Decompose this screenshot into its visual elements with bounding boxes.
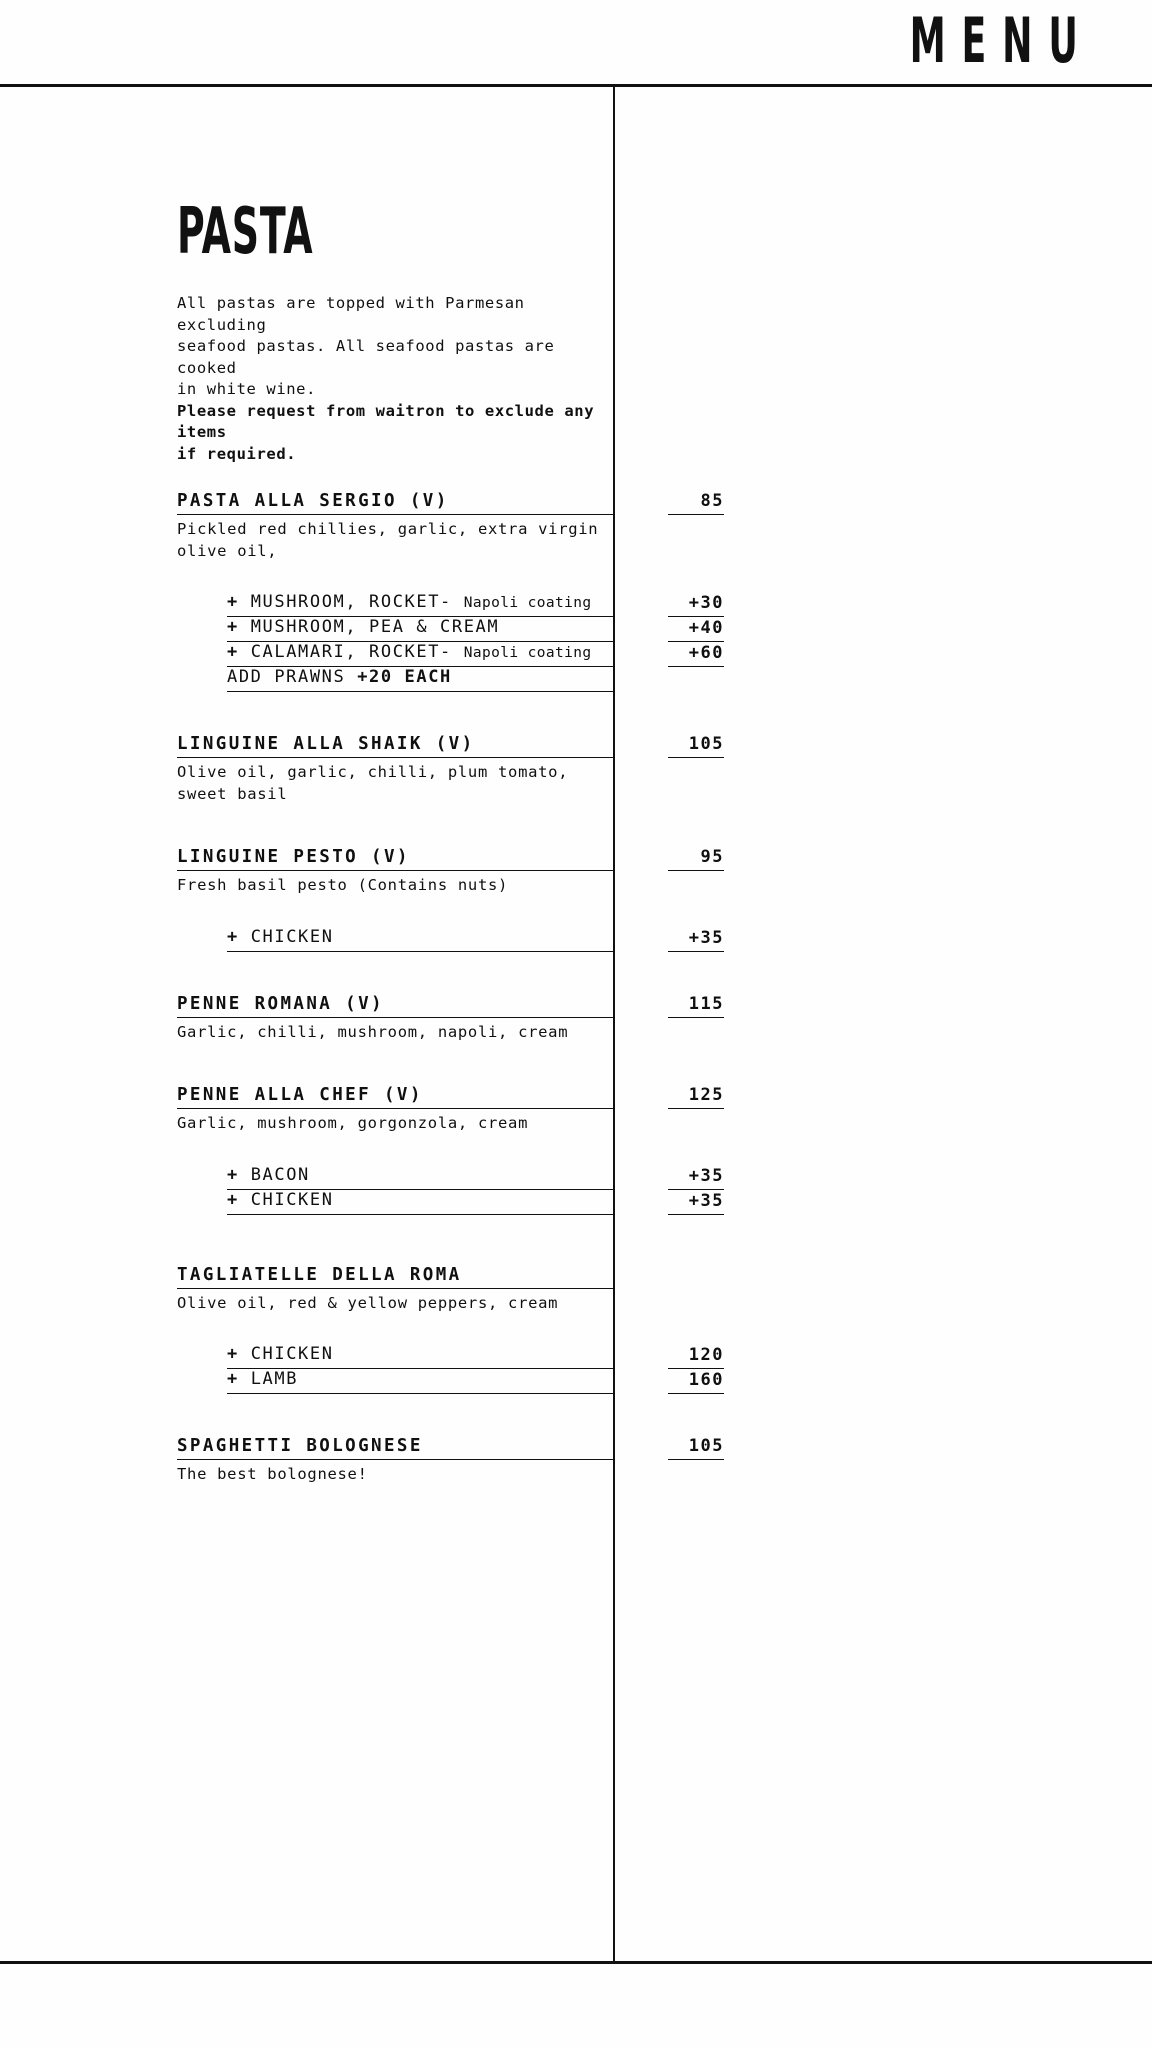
addon-price: +35 [668, 1166, 724, 1190]
menu-addon-row[interactable] [177, 1165, 1057, 1190]
menu-item-row[interactable] [177, 847, 1057, 871]
spacer [177, 1314, 1057, 1344]
addon-label [227, 642, 613, 667]
menu-item-row[interactable] [177, 734, 1057, 758]
description-line: Fresh basil pesto (Contains nuts) [177, 876, 509, 894]
menu-item-price: 105 [668, 734, 724, 758]
pasta-section [177, 87, 1057, 1486]
section-intro [177, 293, 617, 465]
addon-label [227, 667, 613, 692]
menu-item-name: PASTA ALLA SERGIO (V) [177, 491, 613, 515]
menu-item-name: PENNE ALLA CHEF (V) [177, 1085, 613, 1109]
menu-item-description [177, 758, 647, 805]
menu-item-price: 125 [668, 1085, 724, 1109]
addon-label [227, 1165, 613, 1190]
plus-icon: + [227, 1189, 239, 1210]
addon-name: CALAMARI, ROCKET- [250, 642, 452, 662]
addon-label [227, 927, 613, 952]
addon-price: +30 [668, 593, 724, 617]
spacer [177, 1135, 1057, 1165]
spacer [177, 897, 1057, 927]
addon-name: MUSHROOM, PEA & CREAM [250, 617, 500, 637]
plus-icon: + [227, 1369, 239, 1389]
menu-item-name: TAGLIATELLE DELLA ROMA [177, 1265, 613, 1289]
menu-item-description [177, 1460, 647, 1486]
menu-item-row[interactable] [177, 1265, 1057, 1289]
addon-price: +35 [668, 928, 724, 952]
intro-bold-line-1: Please request from waitron to exclude any items [177, 401, 595, 441]
menu-item-description [177, 515, 647, 562]
addon-price: 160 [668, 1370, 724, 1394]
menu-item-name: PENNE ROMANA (V) [177, 994, 613, 1018]
addon-price: +40 [668, 618, 724, 642]
addon-name: LAMB [250, 1369, 299, 1389]
addon-name: ADD PRAWNS [227, 667, 346, 687]
menu-item-row[interactable] [177, 491, 1057, 515]
menu-addon-row[interactable] [177, 1344, 1057, 1369]
addon-price: 120 [668, 1345, 724, 1369]
addon-name: CHICKEN [250, 926, 334, 947]
menu-item-price: 105 [668, 1436, 724, 1460]
spacer [177, 805, 1057, 821]
menu-addon-row[interactable] [177, 1369, 1057, 1394]
menu-addon-row[interactable] [177, 927, 1057, 952]
menu-item-row[interactable] [177, 994, 1057, 1018]
menu-item-description [177, 1018, 647, 1044]
addon-price: +60 [668, 643, 724, 667]
intro-bold-line-2: if required. [177, 444, 297, 463]
addon-name: BACON [250, 1164, 310, 1185]
spacer [177, 562, 1057, 592]
menu-item-name: LINGUINE ALLA SHAIK (V) [177, 734, 613, 758]
addon-note: Napoli coating [463, 595, 592, 611]
menu-item-row[interactable] [177, 1436, 1057, 1460]
spacer [177, 1215, 1057, 1239]
addon-label [227, 1369, 613, 1394]
description-line: Garlic, mushroom, gorgonzola, cream [177, 1114, 529, 1132]
menu-item-description [177, 1109, 647, 1135]
menu-addon-row[interactable] [177, 667, 1057, 692]
plus-icon: + [227, 617, 239, 637]
menu-item-price: 115 [668, 994, 724, 1018]
addon-price [668, 689, 724, 692]
menu-item-price [668, 1286, 724, 1289]
page-header [0, 0, 1152, 84]
description-line: Garlic, chilli, mushroom, napoli, cream [177, 1022, 569, 1041]
spacer [177, 1394, 1057, 1410]
description-line: Pickled red chillies, garlic, extra virgin [177, 520, 599, 538]
intro-line-3: in white wine. [177, 380, 317, 398]
menu-item-description [177, 1289, 647, 1315]
addon-name: CHICKEN [250, 1344, 334, 1364]
intro-line-2: seafood pastas. All seafood pastas are cooked [177, 337, 555, 377]
plus-icon: + [227, 1344, 239, 1364]
plus-icon: + [227, 592, 239, 612]
menu-addon-row[interactable] [177, 592, 1057, 617]
addon-label [227, 1344, 613, 1369]
addon-note: Napoli coating [463, 645, 592, 661]
menu-item-description [177, 871, 647, 897]
description-line: olive oil, [177, 541, 278, 560]
description-line: Olive oil, red & yellow peppers, cream [177, 1293, 559, 1312]
description-line: The best bolognese! [177, 1465, 368, 1483]
menu-addon-row[interactable] [177, 642, 1057, 667]
menu-addon-row[interactable] [177, 617, 1057, 642]
addon-name: CHICKEN [250, 1189, 334, 1210]
plus-icon: + [227, 1164, 239, 1185]
addon-label [227, 1190, 613, 1215]
intro-line-1: All pastas are topped with Parmesan excluding [177, 294, 525, 334]
menu-item-row[interactable] [177, 1085, 1057, 1109]
addon-name: MUSHROOM, ROCKET- [250, 592, 452, 612]
menu-item-price: 95 [668, 847, 724, 871]
addon-label [227, 617, 613, 642]
menu-page [0, 87, 1152, 1961]
section-title-pasta: PASTA [177, 194, 314, 269]
addon-price: +35 [668, 1191, 724, 1215]
menu-item-price: 85 [668, 491, 724, 515]
menu-item-name: LINGUINE PESTO (V) [177, 847, 613, 871]
menu-addon-row[interactable] [177, 1190, 1057, 1215]
page-title: MENU [909, 5, 1094, 78]
menu-item-name: SPAGHETTI BOLOGNESE [177, 1436, 613, 1460]
menu-item-list [177, 491, 1057, 1486]
spacer [177, 1043, 1057, 1059]
footer-divider [0, 1961, 1152, 1964]
plus-icon: + [227, 642, 239, 662]
description-line: Olive oil, garlic, chilli, plum tomato, [177, 763, 569, 781]
plus-icon: + [227, 926, 239, 947]
addon-note-bold: +20 EACH [357, 667, 452, 687]
menu-content [0, 87, 1152, 1486]
spacer [177, 692, 1057, 708]
addon-label [227, 592, 613, 617]
spacer [177, 952, 1057, 968]
description-line: sweet basil [177, 784, 288, 803]
